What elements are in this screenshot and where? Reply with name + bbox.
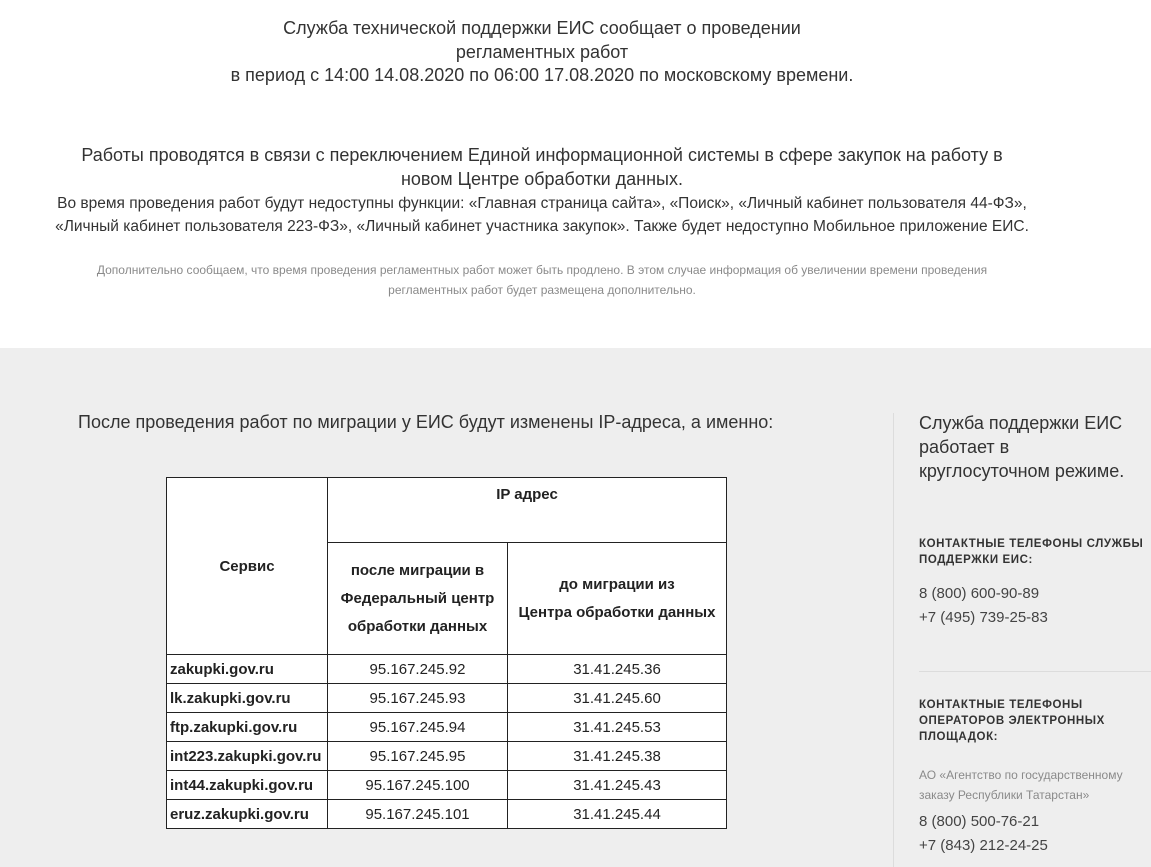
migration-title: После проведения работ по миграции у ЕИС будут изменены IP-адреса, а именно: [78,412,774,432]
table-row [167,800,727,829]
header-before-migration [508,543,727,655]
ip-after-cell: 95.167.245.95 [328,742,508,771]
functions-line-2: «Личный кабинет пользователя 223-ФЗ», «Личный кабинет участника закупок». Также будет недоступно Мобильное приложение ЕИС. [55,218,1029,235]
extra-line-1: Дополнительно сообщаем, что время проведения регламентных работ может быть продлено. В этом случае информация об увеличении времени проведения [96,263,988,277]
notice-line-3: в период с 14:00 14.08.2020 по 06:00 17.08.2020 по московскому времени. [230,65,854,85]
ip-before-cell: 31.41.245.43 [508,771,727,800]
ip-after-cell: 95.167.245.100 [328,771,508,800]
support-title [919,411,1151,483]
ip-after-cell: 95.167.245.101 [328,800,508,829]
service-cell: zakupki.gov.ru [167,655,328,684]
eis-phone-1[interactable]: 8 (800) 600-90-89 [919,585,1040,602]
maintenance-notice-heading [0,17,1084,88]
operators-phones-caption [919,697,1151,745]
support-title-line-1: Служба поддержки ЕИС [919,413,1123,433]
eis-caption-line-2: ПОДДЕРЖКИ ЕИС: [919,554,1033,566]
ip-after-cell: 95.167.245.94 [328,713,508,742]
ip-after-cell: 95.167.245.92 [328,655,508,684]
operator-name-line-1: АО «Агентство по государственному [919,768,1123,782]
table-row [167,713,727,742]
extension-note [0,260,1084,300]
header-after-migration [328,543,508,655]
header-before-line-1: до миграции из [559,575,675,593]
header-service: Сервис [167,478,328,655]
unavailable-functions-text [0,192,1084,238]
service-cell: eruz.zakupki.gov.ru [167,800,328,829]
ip-before-cell: 31.41.245.36 [508,655,727,684]
migration-section [0,348,1151,867]
table-row [167,771,727,800]
ip-after-cell: 95.167.245.93 [328,684,508,713]
service-cell: int44.zakupki.gov.ru [167,771,328,800]
ops-caption-line-3: ПЛОЩАДОК: [919,731,999,743]
maintenance-notice-section [0,0,1151,348]
eis-phones-caption [919,536,1151,568]
table-row [167,655,727,684]
ops-caption-line-2: ОПЕРАТОРОВ ЭЛЕКТРОННЫХ [919,715,1105,727]
support-title-line-3: круглосуточном режиме. [919,461,1125,481]
eis-phone-2[interactable]: +7 (495) 739-25-83 [919,609,1048,626]
header-after-line-3: обработки данных [347,617,488,635]
header-after-line-2: Федеральный центр [340,589,495,607]
ip-before-cell: 31.41.245.53 [508,713,727,742]
ip-before-cell: 31.41.245.38 [508,742,727,771]
extra-line-2: регламентных работ будет размещена дополнительно. [388,283,696,297]
operator-phone-2[interactable]: +7 (843) 212-24-25 [919,837,1048,854]
ip-before-cell: 31.41.245.44 [508,800,727,829]
sidebar-separator [919,671,1151,672]
notice-line-2: регламентных работ [455,41,629,62]
table-row [167,684,727,713]
table-row [167,742,727,771]
notice-line-1: Служба технической поддержки ЕИС сообщает о проведении [283,18,801,38]
eis-caption-line-1: КОНТАКТНЫЕ ТЕЛЕФОНЫ СЛУЖБЫ [919,538,1144,550]
service-cell: int223.zakupki.gov.ru [167,742,328,771]
operator-name-line-2: заказу Республики Татарстан» [919,788,1090,802]
reason-line-1: Работы проводятся в связи с переключением Единой информационной системы в сфере закупок на работу в [81,145,1003,165]
header-after-line-1: после миграции в [350,561,485,579]
service-cell: lk.zakupki.gov.ru [167,684,328,713]
service-cell: ftp.zakupki.gov.ru [167,713,328,742]
ip-address-table [166,477,727,829]
ip-before-cell: 31.41.245.60 [508,684,727,713]
maintenance-reason [0,143,1084,191]
support-title-line-2: работает в [919,437,1010,457]
functions-line-1: Во время проведения работ будут недоступны функции: «Главная страница сайта», «Поиск», «Личный кабинет пользователя 44-ФЗ», [57,195,1027,212]
reason-line-2: новом Центре обработки данных. [400,169,683,189]
ops-caption-line-1: КОНТАКТНЫЕ ТЕЛЕФОНЫ [919,699,1083,711]
operator-name [919,765,1151,805]
header-before-line-2: Центра обработки данных [518,603,716,621]
operator-phone-1[interactable]: 8 (800) 500-76-21 [919,813,1040,830]
vertical-divider [893,413,894,867]
header-ip-address: IP адрес [328,478,727,543]
